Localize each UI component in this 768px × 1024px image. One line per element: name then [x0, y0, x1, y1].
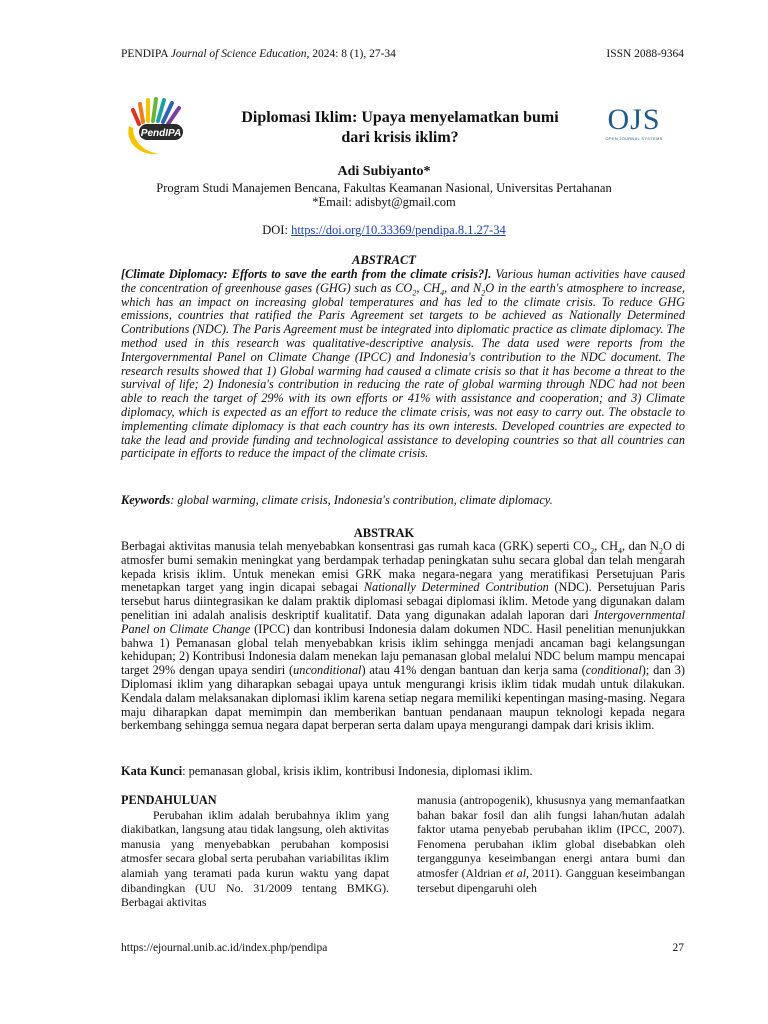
keywords-text: : global warming, climate crisis, Indonesia's contribution, climate diplomacy. — [170, 493, 553, 507]
keywords-label: Keywords — [121, 493, 171, 507]
body-left-column — [121, 793, 389, 910]
ojs-logo-subtext: OPEN JOURNAL SYSTEMS — [605, 136, 663, 141]
footer-url: https://ejournal.unib.ac.id/index.php/pendipa — [121, 942, 328, 954]
author-affiliation-block — [0, 181, 768, 209]
page-number: 27 — [672, 942, 684, 954]
abstrak-t3: , dan N — [622, 539, 659, 553]
abstrak-t5: (NDC). Persetujuan Paris tersebut harus diintegrasikan ke dalam praktik diplomasi sebagai diplomasi iklim. Metode yang digunakan dalam penelitian ini adalah analisis deskriptif kualitatif. Data yang digunakan adalah laporan dari — [121, 580, 685, 622]
doi-link[interactable]: https://doi.org/10.33369/pendipa.8.1.27-34 — [291, 223, 506, 237]
ojs-logo-text: OJS — [607, 103, 661, 136]
abstract-text-c: , and N — [444, 280, 482, 295]
pendipa-logo — [121, 94, 201, 160]
abstract-sub-1: 2 — [412, 288, 417, 298]
right-column-text-a: manusia (antropogenik), khususnya yang memanfaatkan bahan bakar fosil dan alih fungsi lahan/hutan adalah faktor utama penyebab perubahan iklim (IPCC, 2007). Fenomena perubahan iklim global disebabkan oleh terganggunya keseimbangan energi antara bumi dan atmosfer (Aldrian — [417, 793, 685, 880]
doi-line — [0, 223, 768, 238]
paper-title — [200, 108, 600, 148]
body-right-column — [417, 793, 685, 895]
issue-info: , 2024: 8 (1), 27-34 — [306, 48, 396, 60]
author-name: Adi Subiyanto* — [337, 164, 431, 179]
keywords-line — [121, 494, 685, 508]
abstract-bold-title: [Climate Diplomacy: Efforts to save the earth from the climate crisis?]. — [121, 267, 492, 281]
abstrak-heading: ABSTRAK — [353, 526, 415, 540]
abstrak-i3: unconditional — [293, 663, 362, 678]
abstrak-text — [121, 540, 685, 733]
kata-kunci-line — [121, 765, 685, 779]
pendipa-logo-text: PendIPA — [140, 128, 182, 139]
author-email: *Email: adisbyt@gmail.com — [312, 195, 456, 209]
left-column-text: Perubahan iklim adalah berubahnya iklim yang diakibatkan, langsung atau tidak langsung, oleh aktivitas manusia yang menyebabkan perubahan komposisi atmosfer secara global serta perubahan variabilitas iklim alamiah yang teramati pada kurun waktu yang dapat dibandingkan (UU No. 31/2009 tentang BMKG). Berbagai aktivitas — [121, 807, 389, 910]
abstrak-i1: Nationally Determined Contribution — [363, 580, 549, 595]
abstrak-t4: O di atmosfer bumi semakin meningkat yang berdampak terhadap peningkatan suhu secara global dan telah mengarah kepada krisis iklim. Untuk menekan emisi GRK maka negara-negara yang meratifikasi Persetujuan Paris menetapkan target yang ingin dicapai sebagai — [121, 539, 685, 595]
abstract-text-b: , CH — [416, 280, 441, 295]
abstrak-t7: ) atau 41% dengan bantuan dan kerja sama ( — [361, 663, 586, 678]
abstrak-i2: Intergovernmental Panel on Climate Change — [121, 607, 685, 636]
abstract-text — [121, 268, 685, 461]
affiliation: Program Studi Manajemen Bencana, Fakultas Keamanan Nasional, Universitas Pertahanan — [156, 181, 612, 195]
abstrak-t8: ); dan 3) Diplomasi iklim yang diharapkan sebagai upaya untuk mengurangi krisis iklim tidak mudah untuk dilakukan. Kendala dalam melaksanakan diplomasi iklim karena setiap negara memiliki kepentingan masing-masing. Negara maju diharapkan dapat memimpin dan memberikan bantuan pendanaan maupun teknologi kepada negara berkembang sehingga semua negara dapat berperan serta dalam upaya mengurangi dampak dari krisis iklim. — [121, 663, 685, 733]
pendahuluan-heading: PENDAHULUAN — [121, 793, 217, 807]
title-line-1: Diplomasi Iklim: Upaya menyelamatkan bumi — [241, 109, 559, 126]
abstrak-t6: (IPCC) dan kontribusi Indonesia dalam dokumen NDC. Hasil penelitian menunjukkan bahwa 1) Pemanasan global telah menyebabkan krisis iklim sehingga menjadi ancaman bagi kelangsungan kehidupan; 2) Kontribusi Indonesia dalam menekan laju pemanasan global melalui NDC belum mampu mencapai target 29% dengan upaya sendiri ( — [121, 621, 685, 678]
right-column-italic: et al, — [504, 865, 529, 880]
running-header — [121, 48, 396, 60]
journal-subtitle: Journal of Science Education — [170, 48, 307, 60]
abstract-heading: ABSTRACT — [352, 253, 416, 267]
doi-label: DOI: — [262, 223, 292, 237]
abstrak-sub-2: 4 — [618, 546, 622, 556]
right-column-text-b: 2011). Gangguan keseimbangan tersebut dipengaruhi oleh — [417, 865, 685, 895]
kata-kunci-text: : pemanasan global, krisis iklim, kontribusi Indonesia, diplomasi iklim. — [182, 764, 533, 778]
abstrak-sub-3: 2 — [658, 546, 663, 556]
issn: ISSN 2088-9364 — [606, 48, 684, 60]
abstrak-sub-1: 2 — [590, 546, 595, 556]
abstract-sub-2: 4 — [440, 288, 445, 298]
kata-kunci-label: Kata Kunci — [121, 764, 183, 778]
abstract-text-d: O in the earth's atmosphere to increase, which has an impact on increasing global temperatures and has led to the climate crisis. To reduce GHG emissions, countries that ratified the Paris Agreement set targets to be achieved as Nationally Determined Contributions (NDC). The Paris Agreement must be integrated into diplomatic practice as climate diplomacy. The method used in this research was qualitative-descriptive analysis. The data used were reports from the Intergovernmental Panel on Climate Change (IPCC) and Indonesia's contribution to the NDC document. The research results showed that 1) Global warming had caused a climate crisis so that it has become a threat to the survival of life; 2) Indonesia's contribution in reducing the rate of global warming through NDC had not been able to reach the target of 29% with its own efforts or 41% with assistance and cooperation; and 3) Climate diplomacy, which is expected as an effort to reduce the climate crisis, was not easy to carry out. The obstacle to implementing climate diplomacy is that each country has its own interests. Developed countries are expected to take the lead and provide funding and technological assistance to developing countries so that all countries can participate in efforts to reduce the impact of the climate crisis. — [121, 280, 685, 461]
journal-name: PENDIPA — [121, 48, 168, 60]
title-line-2: dari krisis iklim? — [341, 129, 459, 146]
abstrak-i4: conditional — [585, 663, 642, 678]
abstract-sub-3: 2 — [481, 288, 486, 298]
abstrak-t1: Berbagai aktivitas manusia telah menyebabkan konsentrasi gas rumah kaca (GRK) seperti CO — [121, 539, 591, 553]
abstract-text-a: Various human activities have caused the concentration of greenhouse gases (GHG) such as CO — [121, 267, 685, 295]
ojs-logo — [604, 104, 664, 150]
abstrak-t2: , CH — [594, 539, 618, 553]
